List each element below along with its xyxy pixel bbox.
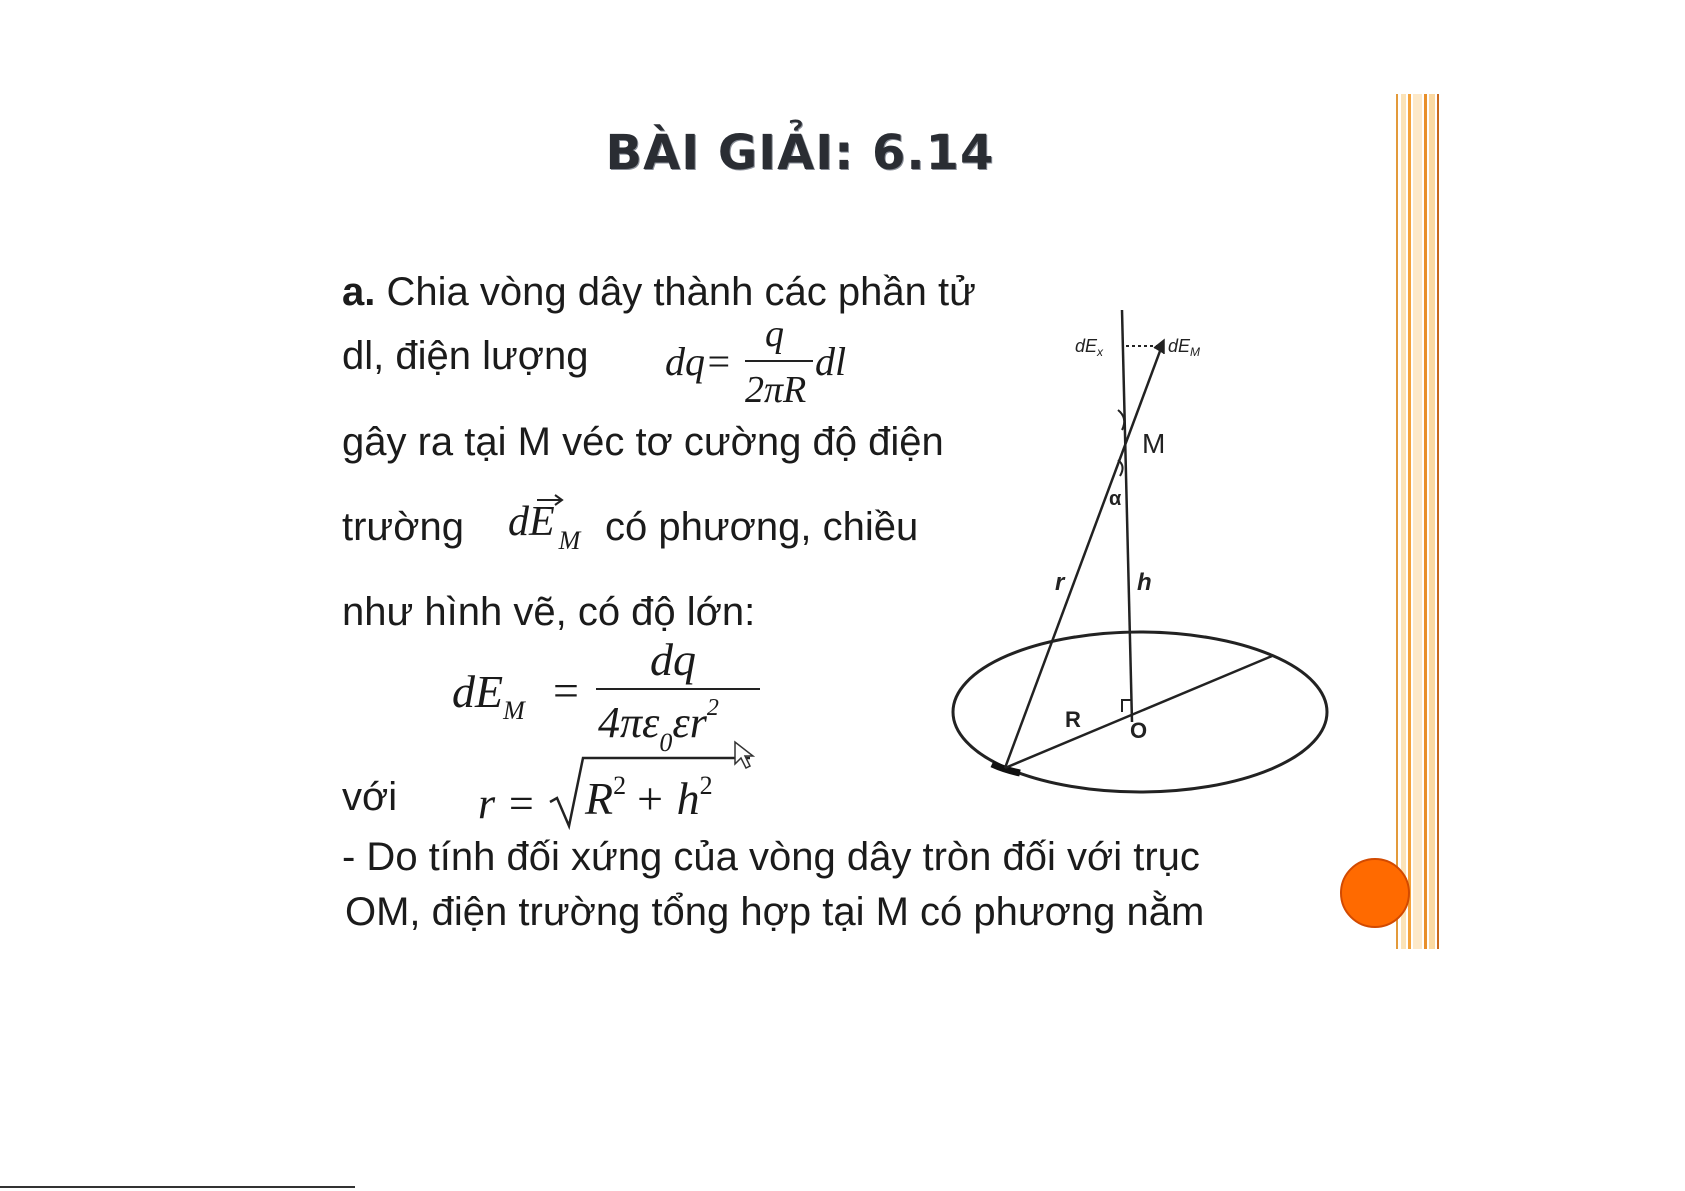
label-O: O	[1130, 718, 1148, 743]
big-lhs-subscript: M	[503, 696, 525, 725]
big-den-subscript: 0	[659, 728, 673, 757]
body-line-3: gây ra tại M véc tơ cường độ điện	[342, 420, 944, 464]
body-line-4: trường	[342, 505, 464, 549]
stripe-3	[1408, 94, 1411, 949]
dq-tail: dl	[815, 339, 847, 384]
body-line-2: dl, điện lượng	[342, 334, 589, 378]
label-M: M	[1142, 428, 1166, 459]
stripe-6	[1429, 94, 1435, 949]
dq-lhs: dq=	[665, 339, 732, 384]
label-alpha: α	[1109, 488, 1122, 510]
dEM-symbol: dE	[508, 499, 555, 545]
dq-numerator: q	[765, 313, 784, 355]
radicand-sup-1: 2	[613, 771, 627, 800]
stripe-1	[1396, 94, 1398, 949]
big-den-part-a: 4πε	[598, 698, 660, 747]
body-line-5: như hình vẽ, có độ lớn:	[342, 590, 756, 634]
r-lhs: r =	[478, 779, 536, 828]
label-dEx: $dE_x$	[1075, 336, 1104, 359]
body-line-6: với	[342, 775, 398, 819]
stripe-7	[1437, 94, 1439, 949]
radicand-R: R	[585, 773, 614, 824]
part-label: a.	[342, 270, 376, 314]
dq-denominator: 2πR	[745, 369, 807, 411]
big-numerator: dq	[650, 634, 696, 685]
stripe-5	[1424, 94, 1427, 949]
big-lhs-symbol: dE	[452, 666, 504, 717]
r-line	[1005, 343, 1166, 768]
stripe-2	[1401, 94, 1406, 949]
line-1-text: Chia vòng dây thành các phần tử	[386, 270, 976, 314]
label-R: R	[1065, 707, 1081, 732]
body-line-4-after: có phương, chiều	[605, 505, 919, 549]
label-r: r	[1055, 569, 1065, 596]
accent-circle	[1340, 858, 1410, 928]
big-equals: =	[553, 665, 579, 716]
radicand-plus-h: + h	[634, 773, 700, 824]
big-den-part-b: εr	[672, 698, 707, 747]
body-line-7: - Do tính đối xứng của vòng dây tròn đối với trục	[342, 835, 1200, 879]
bottom-rule	[0, 1186, 355, 1188]
body-line-8: OM, điện trường tổng hợp tại M có phương nằm	[345, 890, 1205, 934]
dEM-subscript: M	[558, 526, 581, 555]
label-h: h	[1137, 569, 1152, 596]
radicand-sup-2: 2	[699, 771, 713, 800]
label-dEM: $dE_M$	[1168, 336, 1201, 359]
slide-title: BÀI GIẢI: 6.14	[605, 125, 995, 181]
stripe-4	[1413, 94, 1422, 949]
diameter-line	[1005, 656, 1272, 768]
axis-line	[1122, 310, 1132, 722]
big-den-superscript: 2	[706, 695, 719, 721]
